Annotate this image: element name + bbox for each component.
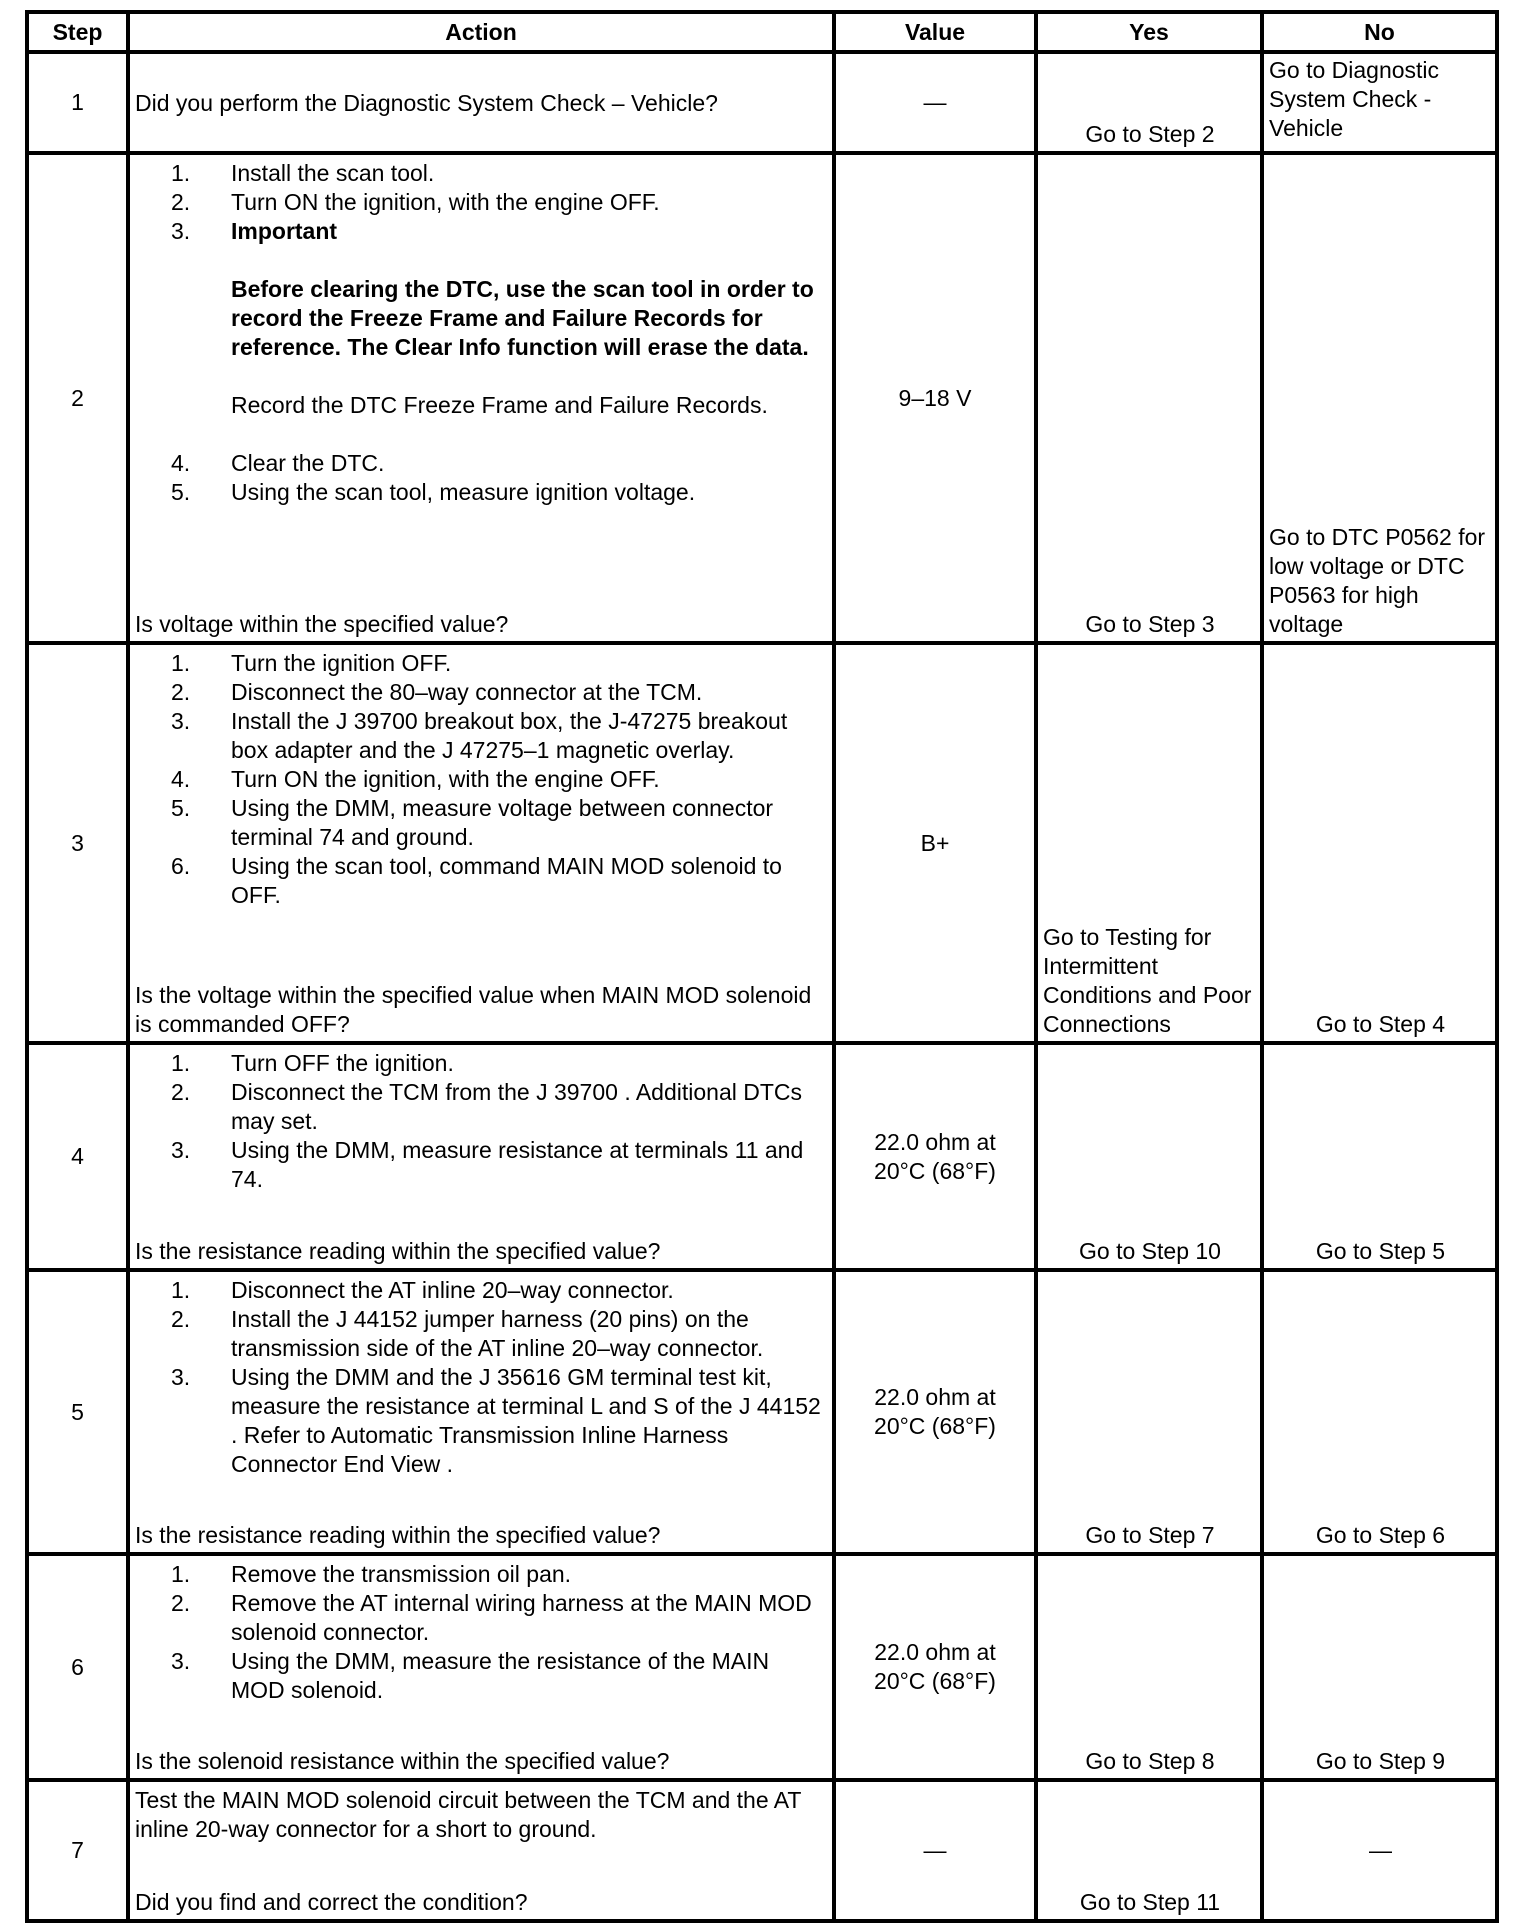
action-cell <box>128 153 834 643</box>
header-no: No <box>1262 12 1497 52</box>
no-cell: Go to Diagnostic System Check - Vehicle <box>1262 52 1497 153</box>
list-item: 3. Install the J 39700 breakout box, the J-47275 breakout box adapter and the J 47275–1 magnetic overlay. <box>171 708 788 763</box>
no-cell: Go to Step 9 <box>1262 1554 1497 1780</box>
table-row <box>27 1270 1497 1554</box>
question-text: Is the voltage within the specified value when MAIN MOD solenoid is commanded OFF? <box>135 982 812 1037</box>
action-steps <box>135 1276 826 1479</box>
list-item: 1. Remove the transmission oil pan. <box>171 1561 572 1587</box>
action-cell <box>128 1043 834 1270</box>
action-cell <box>128 52 834 153</box>
table-row <box>27 1043 1497 1270</box>
header-yes: Yes <box>1036 12 1262 52</box>
list-item: 1. Turn the ignition OFF. <box>171 650 452 676</box>
action-cell <box>128 643 834 1043</box>
diagnostic-table <box>25 10 1499 1923</box>
header-value: Value <box>834 12 1036 52</box>
yes-cell: Go to Step 3 <box>1036 153 1262 643</box>
list-item: 1. Disconnect the AT inline 20–way connector. <box>171 1277 674 1303</box>
list-item: 2. Turn ON the ignition, with the engine OFF. <box>171 189 660 215</box>
question-text: Is the resistance reading within the specified value? <box>135 1522 661 1548</box>
question-text: Did you find and correct the condition? <box>135 1889 528 1915</box>
value-cell: — <box>834 52 1036 153</box>
list-item: 3. Important <box>171 218 338 244</box>
list-item: 1. Install the scan tool. <box>171 160 435 186</box>
action-steps <box>135 449 826 507</box>
question-text: Is the resistance reading within the specified value? <box>135 1238 661 1264</box>
list-item: 6. Using the scan tool, command MAIN MOD solenoid to OFF. <box>171 853 782 908</box>
header-action: Action <box>128 12 834 52</box>
list-item: 5. Using the DMM, measure voltage between connector terminal 74 and ground. <box>171 795 774 850</box>
list-item: 2. Disconnect the 80–way connector at the TCM. <box>171 679 703 705</box>
no-cell: — <box>1262 1780 1497 1921</box>
action-text: Did you perform the Diagnostic System Check – Vehicle? <box>135 90 718 116</box>
table-row <box>27 1554 1497 1780</box>
yes-cell: Go to Step 7 <box>1036 1270 1262 1554</box>
record-note: Record the DTC Freeze Frame and Failure Records. <box>231 392 768 418</box>
value-cell: — <box>834 1780 1036 1921</box>
yes-cell: Go to Step 2 <box>1036 52 1262 153</box>
table-row <box>27 153 1497 643</box>
no-cell: Go to Step 4 <box>1262 643 1497 1043</box>
step-number: 6 <box>27 1554 128 1780</box>
important-note: Before clearing the DTC, use the scan tool in order to record the Freeze Frame and Failure Records for reference. The Clear Info function will erase the data. <box>231 276 814 360</box>
list-item: 2. Remove the AT internal wiring harness at the MAIN MOD solenoid connector. <box>171 1590 812 1645</box>
list-item: 2. Disconnect the TCM from the J 39700 . Additional DTCs may set. <box>171 1079 803 1134</box>
action-steps <box>135 1560 826 1705</box>
no-cell: Go to Step 6 <box>1262 1270 1497 1554</box>
step-number: 2 <box>27 153 128 643</box>
action-cell <box>128 1780 834 1921</box>
question-text: Is the solenoid resistance within the specified value? <box>135 1748 670 1774</box>
question-text: Is voltage within the specified value? <box>135 611 509 637</box>
header-row <box>27 12 1497 52</box>
value-cell: 22.0 ohm at 20°C (68°F) <box>834 1554 1036 1780</box>
yes-cell: Go to Step 10 <box>1036 1043 1262 1270</box>
value-cell: 22.0 ohm at 20°C (68°F) <box>834 1270 1036 1554</box>
list-item: 3. Using the DMM, measure the resistance of the MAIN MOD solenoid. <box>171 1648 770 1703</box>
list-item: 4. Clear the DTC. <box>171 450 385 476</box>
action-steps <box>135 649 826 910</box>
list-item: 3. Using the DMM, measure resistance at terminals 11 and 74. <box>171 1137 804 1192</box>
yes-cell: Go to Step 8 <box>1036 1554 1262 1780</box>
header-step: Step <box>27 12 128 52</box>
list-item: 5. Using the scan tool, measure ignition voltage. <box>171 479 696 505</box>
step-number: 4 <box>27 1043 128 1270</box>
value-cell: 9–18 V <box>834 153 1036 643</box>
table-row <box>27 52 1497 153</box>
no-cell: Go to Step 5 <box>1262 1043 1497 1270</box>
list-item: 1. Turn OFF the ignition. <box>171 1050 454 1076</box>
step-number: 3 <box>27 643 128 1043</box>
yes-cell: Go to Step 11 <box>1036 1780 1262 1921</box>
action-steps <box>135 1049 826 1194</box>
action-cell <box>128 1554 834 1780</box>
step-number: 1 <box>27 52 128 153</box>
step-number: 7 <box>27 1780 128 1921</box>
value-cell: B+ <box>834 643 1036 1043</box>
table-row <box>27 643 1497 1043</box>
action-text: Test the MAIN MOD solenoid circuit between the TCM and the AT inline 20-way connector for a short to ground. <box>135 1787 802 1842</box>
value-cell: 22.0 ohm at 20°C (68°F) <box>834 1043 1036 1270</box>
no-cell: Go to DTC P0562 for low voltage or DTC P0563 for high voltage <box>1262 153 1497 643</box>
list-item: 3. Using the DMM and the J 35616 GM terminal test kit, measure the resistance at terminal L and S of the J 44152 . Refer to Automatic Transmission Inline Harness Connector End View . <box>171 1364 821 1477</box>
step-number: 5 <box>27 1270 128 1554</box>
yes-cell: Go to Testing for Intermittent Conditions and Poor Connections <box>1036 643 1262 1043</box>
table-row <box>27 1780 1497 1921</box>
list-item: 2. Install the J 44152 jumper harness (20 pins) on the transmission side of the AT inline 20–way connector. <box>171 1306 764 1361</box>
list-item: 4. Turn ON the ignition, with the engine OFF. <box>171 766 660 792</box>
action-cell <box>128 1270 834 1554</box>
action-steps <box>135 159 826 246</box>
